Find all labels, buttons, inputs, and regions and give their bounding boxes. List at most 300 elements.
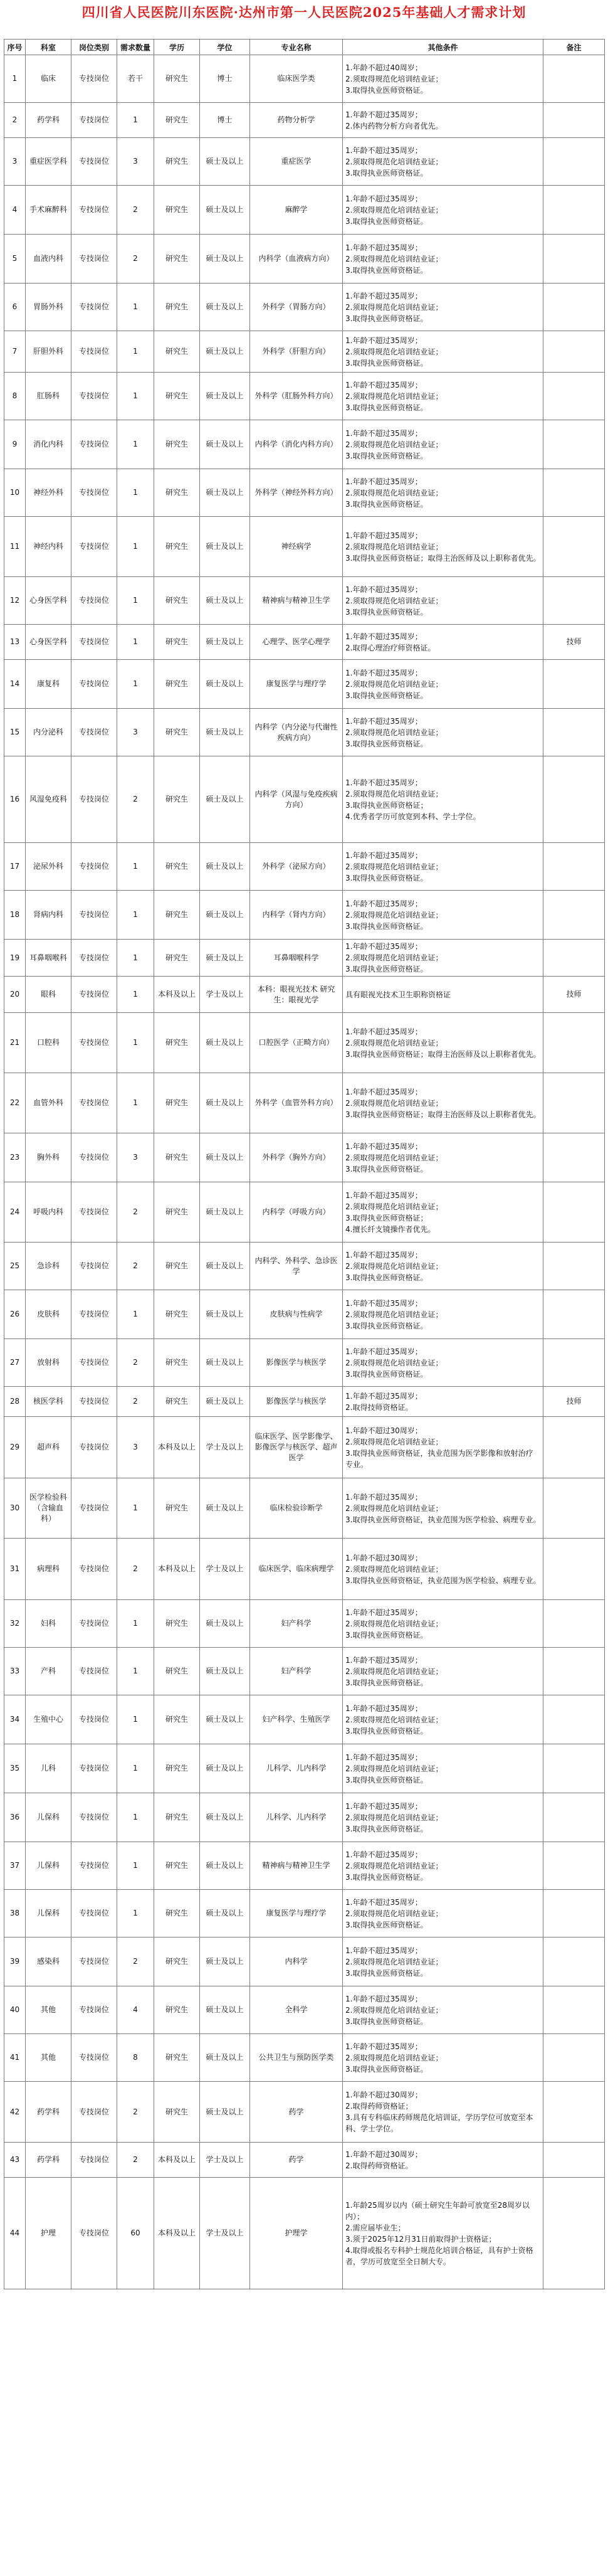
cell-number: 39 (4, 1937, 26, 1986)
condition-line: 1.年龄不超过35周岁； (345, 1190, 422, 1200)
cell-category: 专技岗位 (71, 625, 117, 660)
cell-number: 2 (4, 103, 26, 138)
table-row (4, 1133, 605, 1182)
cell-conditions (343, 2034, 543, 2082)
cell-major: 皮肤病与性病学 (250, 1290, 343, 1339)
cell-major: 精神病与精神卫生学 (250, 1842, 343, 1890)
cell-number: 35 (4, 1744, 26, 1793)
cell-major: 护理学 (250, 2178, 343, 2289)
cell-number: 7 (4, 331, 26, 373)
cell-number: 4 (4, 186, 26, 235)
cell-note (543, 1417, 605, 1478)
table-row (4, 660, 605, 709)
cell-education: 本科及以上 (154, 977, 200, 1013)
cell-education: 研究生 (154, 1937, 200, 1986)
cell-education: 研究生 (154, 1478, 200, 1539)
condition-line: 2.须取得规范化培训结业证； (345, 1715, 443, 1724)
cell-number: 38 (4, 1890, 26, 1937)
cell-department: 其他 (26, 1986, 71, 2034)
cell-major: 外科学（胃肠方向） (250, 284, 343, 331)
condition-line: 2.须取得规范化培训结业证； (345, 440, 443, 449)
cell-conditions (343, 284, 543, 331)
cell-education: 研究生 (154, 843, 200, 891)
cell-quantity: 2 (117, 235, 154, 284)
header-cell: 学历 (154, 40, 200, 55)
cell-conditions (343, 625, 543, 660)
cell-number: 10 (4, 469, 26, 517)
condition-line: 3.取得执业医师资格证。 (345, 1678, 428, 1687)
cell-quantity: 1 (117, 420, 154, 469)
cell-note (543, 186, 605, 235)
cell-department: 医学检验科（含输血科） (26, 1478, 71, 1539)
condition-line: 1.年龄不超过35周岁； (345, 778, 422, 787)
table-row (4, 940, 605, 977)
cell-education: 研究生 (154, 420, 200, 469)
cell-number: 22 (4, 1073, 26, 1133)
condition-line: 2.须取得规范化培训结业证； (345, 1310, 443, 1319)
cell-education: 研究生 (154, 1744, 200, 1793)
condition-line: 1.年龄不超过35周岁； (345, 110, 422, 119)
condition-line: 3.取得执业医师资格证。 (345, 1273, 428, 1282)
condition-line: 3.取得执业医师资格证； (345, 800, 428, 810)
cell-category: 专技岗位 (71, 1478, 117, 1539)
cell-conditions (343, 1073, 543, 1133)
condition-line: 3.取得执业医师资格证。 (345, 873, 428, 883)
table-row (4, 1073, 605, 1133)
cell-category: 专技岗位 (71, 138, 117, 186)
condition-line: 1.年龄25周岁以内（硕士研究生年龄可放宽至28周岁以内）； (345, 2200, 530, 2221)
cell-degree: 学士及以上 (200, 2143, 250, 2178)
cell-department: 胃肠外科 (26, 284, 71, 331)
cell-category: 专技岗位 (71, 55, 117, 103)
cell-quantity: 1 (117, 1648, 154, 1695)
condition-line: 4.取得或报名专科护士规范化培训合格证，具有护士资格者，学历可放宽至全日制大专。 (345, 2245, 533, 2266)
cell-note (543, 660, 605, 709)
condition-line: 3.取得执业医师资格证。 (345, 1630, 428, 1640)
cell-quantity: 1 (117, 1600, 154, 1648)
cell-note (543, 1744, 605, 1793)
cell-quantity: 3 (117, 1133, 154, 1182)
cell-conditions (343, 1478, 543, 1539)
cell-category: 专技岗位 (71, 2143, 117, 2178)
cell-major: 儿科学、儿内科学 (250, 1793, 343, 1842)
cell-category: 专技岗位 (71, 1387, 117, 1417)
condition-line: 2.须取得规范化培训结业证； (345, 347, 443, 356)
cell-major: 全科学 (250, 1986, 343, 2034)
cell-category: 专技岗位 (71, 891, 117, 940)
cell-department: 消化内科 (26, 420, 71, 469)
cell-degree: 硕士及以上 (200, 2034, 250, 2082)
cell-conditions (343, 940, 543, 977)
cell-quantity: 1 (117, 843, 154, 891)
cell-degree: 硕士及以上 (200, 1478, 250, 1539)
condition-line: 3.取得执业医师资格证。 (345, 1872, 428, 1882)
cell-category: 专技岗位 (71, 1290, 117, 1339)
cell-major: 本科：眼视光技术 研究生：眼视光学 (250, 977, 343, 1013)
table-row (4, 284, 605, 331)
cell-major: 临床检验诊断学 (250, 1478, 343, 1539)
condition-line: 1.年龄不超过35周岁； (345, 1752, 422, 1762)
cell-education: 研究生 (154, 1182, 200, 1243)
cell-department: 产科 (26, 1648, 71, 1695)
cell-quantity: 2 (117, 2082, 154, 2143)
cell-education: 研究生 (154, 1243, 200, 1290)
cell-degree: 硕士及以上 (200, 186, 250, 235)
cell-major: 外科学（神经外科方向） (250, 469, 343, 517)
cell-quantity: 1 (117, 284, 154, 331)
cell-quantity: 1 (117, 517, 154, 577)
cell-major: 神经病学 (250, 517, 343, 577)
header-cell: 需求数量 (117, 40, 154, 55)
cell-education: 研究生 (154, 1013, 200, 1073)
cell-department: 耳鼻咽喉科 (26, 940, 71, 977)
condition-line: 2.须取得规范化培训结业证； (345, 1619, 443, 1628)
cell-department: 药学科 (26, 103, 71, 138)
cell-conditions (343, 891, 543, 940)
table-row (4, 1339, 605, 1387)
table-row (4, 1539, 605, 1600)
cell-conditions (343, 1133, 543, 1182)
cell-quantity: 1 (117, 891, 154, 940)
cell-degree: 博士 (200, 55, 250, 103)
cell-category: 专技岗位 (71, 1842, 117, 1890)
cell-department: 超声科 (26, 1417, 71, 1478)
cell-degree: 硕士及以上 (200, 756, 250, 843)
condition-line: 2.须取得规范化培训结业证； (345, 1909, 443, 1918)
cell-major: 外科学（胸外方向） (250, 1133, 343, 1182)
cell-quantity: 1 (117, 1744, 154, 1793)
table-row (4, 891, 605, 940)
condition-line: 2.须取得规范化培训结业证； (345, 254, 443, 263)
cell-conditions (343, 186, 543, 235)
condition-line: 2.须取得规范化培训结业证； (345, 679, 443, 689)
cell-quantity: 3 (117, 1417, 154, 1478)
cell-department: 风湿免疫科 (26, 756, 71, 843)
table-row (4, 625, 605, 660)
table-row (4, 1842, 605, 1890)
condition-line: 具有眼视光技术卫生职称资格证 (345, 990, 451, 999)
table-row (4, 756, 605, 843)
condition-line: 1.年龄不超过35周岁； (345, 428, 422, 438)
cell-note (543, 284, 605, 331)
cell-quantity: 1 (117, 373, 154, 420)
condition-line: 2.须取得规范化培训结业证； (345, 1957, 443, 1966)
cell-note (543, 1695, 605, 1744)
cell-note (543, 1290, 605, 1339)
cell-quantity: 1 (117, 625, 154, 660)
cell-education: 本科及以上 (154, 2143, 200, 2178)
cell-conditions (343, 1842, 543, 1890)
condition-line: 2.须取得规范化培训结业证； (345, 910, 443, 920)
cell-number: 25 (4, 1243, 26, 1290)
cell-education: 研究生 (154, 1387, 200, 1417)
cell-number: 12 (4, 577, 26, 625)
cell-number: 9 (4, 420, 26, 469)
condition-line: 2.须取得规范化培训结业证； (345, 1667, 443, 1676)
table-header-row (4, 40, 605, 55)
condition-line: 2.须取得规范化培训结业证； (345, 488, 443, 497)
cell-education: 研究生 (154, 2082, 200, 2143)
cell-category: 专技岗位 (71, 1600, 117, 1648)
cell-education: 研究生 (154, 1290, 200, 1339)
cell-major: 耳鼻咽喉科学 (250, 940, 343, 977)
cell-number: 18 (4, 891, 26, 940)
table-row (4, 373, 605, 420)
cell-degree: 硕士及以上 (200, 420, 250, 469)
condition-line: 2.取得药师资格证。 (345, 2161, 413, 2170)
cell-major: 妇产科学、生殖医学 (250, 1695, 343, 1744)
table-row (4, 420, 605, 469)
table-row (4, 577, 605, 625)
cell-number: 28 (4, 1387, 26, 1417)
cell-major: 临床医学、临床病理学 (250, 1539, 343, 1600)
table-row (4, 103, 605, 138)
cell-conditions (343, 420, 543, 469)
table-row (4, 977, 605, 1013)
cell-note (543, 138, 605, 186)
condition-line: 2.须取得规范化培训结业证； (345, 728, 443, 737)
cell-department: 其他 (26, 2034, 71, 2082)
table-row (4, 1290, 605, 1339)
cell-note: 技师 (543, 1387, 605, 1417)
header-cell: 科室 (26, 40, 71, 55)
cell-conditions (343, 756, 543, 843)
cell-number: 19 (4, 940, 26, 977)
cell-major: 内科学（呼吸方向） (250, 1182, 343, 1243)
cell-conditions (343, 1339, 543, 1387)
condition-line: 2.须取得规范化培训结业证； (345, 302, 443, 312)
condition-line: 1.年龄不超过35周岁； (345, 1897, 422, 1907)
cell-major: 儿科学、儿内科学 (250, 1744, 343, 1793)
cell-conditions (343, 517, 543, 577)
cell-category: 专技岗位 (71, 1539, 117, 1600)
cell-category: 专技岗位 (71, 756, 117, 843)
cell-degree: 硕士及以上 (200, 625, 250, 660)
cell-number: 44 (4, 2178, 26, 2289)
condition-line: 3.取得执业医师资格证。 (345, 358, 428, 368)
cell-quantity: 2 (117, 1937, 154, 1986)
condition-line: 3.取得执业医师资格证。 (345, 691, 428, 700)
cell-note (543, 235, 605, 284)
cell-note (543, 577, 605, 625)
condition-line: 3.取得执业医师资格证，执业范围为医学检验、病理专业。 (345, 1515, 541, 1524)
condition-line: 1.年龄不超过35周岁； (345, 1704, 422, 1713)
cell-degree: 硕士及以上 (200, 1133, 250, 1182)
cell-major: 精神病与精神卫生学 (250, 577, 343, 625)
cell-category: 专技岗位 (71, 1133, 117, 1182)
cell-major: 麻醉学 (250, 186, 343, 235)
cell-conditions (343, 55, 543, 103)
cell-major: 内科学（风湿与免疫疾病方向） (250, 756, 343, 843)
cell-major: 口腔医学（正畸方向） (250, 1013, 343, 1073)
cell-major: 心理学、医学心理学 (250, 625, 343, 660)
condition-line: 1.年龄不超过35周岁； (345, 585, 422, 594)
cell-note (543, 2034, 605, 2082)
cell-conditions (343, 1793, 543, 1842)
cell-category: 专技岗位 (71, 2082, 117, 2143)
condition-line: 1.年龄不超过35周岁； (345, 1655, 422, 1665)
cell-conditions (343, 2178, 543, 2289)
cell-department: 内分泌科 (26, 709, 71, 756)
cell-conditions (343, 577, 543, 625)
cell-note (543, 1182, 605, 1243)
condition-line: 1.年龄不超过35周岁； (345, 1087, 422, 1096)
cell-category: 专技岗位 (71, 1182, 117, 1243)
table-row (4, 1648, 605, 1695)
cell-department: 心身医学科 (26, 577, 71, 625)
cell-number: 42 (4, 2082, 26, 2143)
cell-conditions (343, 1539, 543, 1600)
cell-number: 17 (4, 843, 26, 891)
cell-degree: 硕士及以上 (200, 1695, 250, 1744)
cell-degree: 硕士及以上 (200, 1243, 250, 1290)
table-row (4, 1986, 605, 2034)
cell-category: 专技岗位 (71, 235, 117, 284)
cell-number: 27 (4, 1339, 26, 1387)
cell-quantity: 60 (117, 2178, 154, 2289)
condition-line: 4.擅长纤支镜操作者优先。 (345, 1224, 436, 1234)
cell-quantity: 2 (117, 1243, 154, 1290)
condition-line: 2.须取得规范化培训结业证； (345, 862, 443, 871)
cell-category: 专技岗位 (71, 1073, 117, 1133)
condition-line: 1.年龄不超过35周岁； (345, 146, 422, 155)
cell-degree: 硕士及以上 (200, 1842, 250, 1890)
cell-department: 皮肤科 (26, 1290, 71, 1339)
condition-line: 1.年龄不超过30周岁； (345, 2091, 422, 2099)
table-row (4, 1600, 605, 1648)
condition-line: 3.取得执业医师资格证，执业范围为医学检验、病理专业。 (345, 1576, 541, 1585)
cell-note (543, 1842, 605, 1890)
cell-category: 专技岗位 (71, 709, 117, 756)
cell-note (543, 1478, 605, 1539)
cell-category: 专技岗位 (71, 977, 117, 1013)
cell-degree: 硕士及以上 (200, 1339, 250, 1387)
cell-department: 眼科 (26, 977, 71, 1013)
cell-degree: 学士及以上 (200, 1417, 250, 1478)
cell-category: 专技岗位 (71, 1013, 117, 1073)
recruitment-table (4, 39, 605, 2289)
cell-department: 生殖中心 (26, 1695, 71, 1744)
header-cell: 备注 (543, 40, 605, 55)
cell-major: 内科学 (250, 1937, 343, 1986)
cell-number: 26 (4, 1290, 26, 1339)
cell-quantity: 1 (117, 331, 154, 373)
condition-line: 1.年龄不超过35周岁； (345, 1850, 422, 1859)
cell-conditions (343, 2143, 543, 2178)
cell-quantity: 2 (117, 1182, 154, 1243)
table-row (4, 55, 605, 103)
condition-line: 3.取得执业医师资格证；取得主治医师及以上职称者优先。 (345, 553, 541, 563)
condition-line: 2.须取得规范化培训结业证； (345, 157, 443, 166)
cell-note (543, 1986, 605, 2034)
table-row (4, 2178, 605, 2289)
cell-department: 口腔科 (26, 1013, 71, 1073)
condition-line: 3.取得执业医师资格证。 (345, 1824, 428, 1833)
condition-line: 2.须取得规范化培训结业证； (345, 1261, 443, 1271)
condition-line: 3.取得执业医师资格证。 (345, 499, 428, 509)
cell-note (543, 420, 605, 469)
cell-category: 专技岗位 (71, 186, 117, 235)
condition-line: 3.取得执业医师资格证。 (345, 1726, 428, 1736)
cell-department: 儿保科 (26, 1842, 71, 1890)
cell-category: 专技岗位 (71, 940, 117, 977)
condition-line: 3.取得执业医师资格证；取得主治医师及以上职称者优先。 (345, 1049, 541, 1059)
cell-education: 研究生 (154, 1842, 200, 1890)
condition-line: 3.取得执业医师资格证。 (345, 1968, 428, 1978)
condition-line: 1.年龄不超过35周岁； (345, 1298, 422, 1308)
table-row (4, 1417, 605, 1478)
cell-major: 内科学、外科学、急诊医学 (250, 1243, 343, 1290)
cell-degree: 硕士及以上 (200, 138, 250, 186)
cell-number: 8 (4, 373, 26, 420)
table-row (4, 1695, 605, 1744)
cell-department: 急诊科 (26, 1243, 71, 1290)
cell-number: 16 (4, 756, 26, 843)
condition-line: 1.年龄不超过35周岁； (345, 716, 422, 726)
cell-degree: 学士及以上 (200, 977, 250, 1013)
header-cell: 序号 (4, 40, 26, 55)
table-row (4, 1013, 605, 1073)
condition-line: 2.体内药物分析方向者优先。 (345, 121, 443, 130)
cell-category: 专技岗位 (71, 843, 117, 891)
cell-conditions (343, 1600, 543, 1648)
cell-note (543, 1073, 605, 1133)
cell-degree: 硕士及以上 (200, 1387, 250, 1417)
table-row (4, 1744, 605, 1793)
table-row (4, 1478, 605, 1539)
cell-degree: 硕士及以上 (200, 284, 250, 331)
cell-category: 专技岗位 (71, 577, 117, 625)
cell-department: 儿保科 (26, 1793, 71, 1842)
table-row (4, 235, 605, 284)
cell-note (543, 891, 605, 940)
cell-note: 技师 (543, 625, 605, 660)
cell-major: 外科学（肛肠外科方向） (250, 373, 343, 420)
cell-quantity: 1 (117, 1842, 154, 1890)
condition-line: 2.须取得规范化培训结业证； (345, 953, 443, 962)
document-title: 四川省人民医院川东医院·达州市第一人民医院2025年基础人才需求计划 (81, 4, 527, 20)
cell-education: 研究生 (154, 138, 200, 186)
cell-conditions (343, 843, 543, 891)
cell-quantity: 2 (117, 756, 154, 843)
cell-education: 研究生 (154, 709, 200, 756)
cell-major: 妇产科学 (250, 1600, 343, 1648)
cell-degree: 硕士及以上 (200, 331, 250, 373)
cell-note (543, 940, 605, 977)
cell-note (543, 1013, 605, 1073)
cell-education: 本科及以上 (154, 2178, 200, 2289)
condition-line: 3.取得执业医师资格证。 (345, 1164, 428, 1174)
cell-department: 临床 (26, 55, 71, 103)
condition-line: 3.取得执业医师资格证。 (345, 314, 428, 323)
condition-line: 1.年龄不超过30周岁； (345, 1426, 422, 1435)
cell-number: 31 (4, 1539, 26, 1600)
cell-quantity: 1 (117, 1695, 154, 1744)
condition-line: 1.年龄不超过35周岁； (345, 380, 422, 390)
condition-line: 2.须取得规范化培训结业证； (345, 596, 443, 605)
condition-line: 3.取得执业医师资格证。 (345, 965, 428, 973)
cell-conditions (343, 1290, 543, 1339)
condition-line: 3.取得执业医师资格证。 (345, 1775, 428, 1784)
cell-category: 专技岗位 (71, 373, 117, 420)
cell-note (543, 1133, 605, 1182)
cell-quantity: 1 (117, 1013, 154, 1073)
condition-line: 2.须取得规范化培训结业证； (345, 1202, 443, 1211)
cell-degree: 硕士及以上 (200, 1744, 250, 1793)
cell-note (543, 1243, 605, 1290)
cell-note (543, 1793, 605, 1842)
cell-note (543, 1648, 605, 1695)
